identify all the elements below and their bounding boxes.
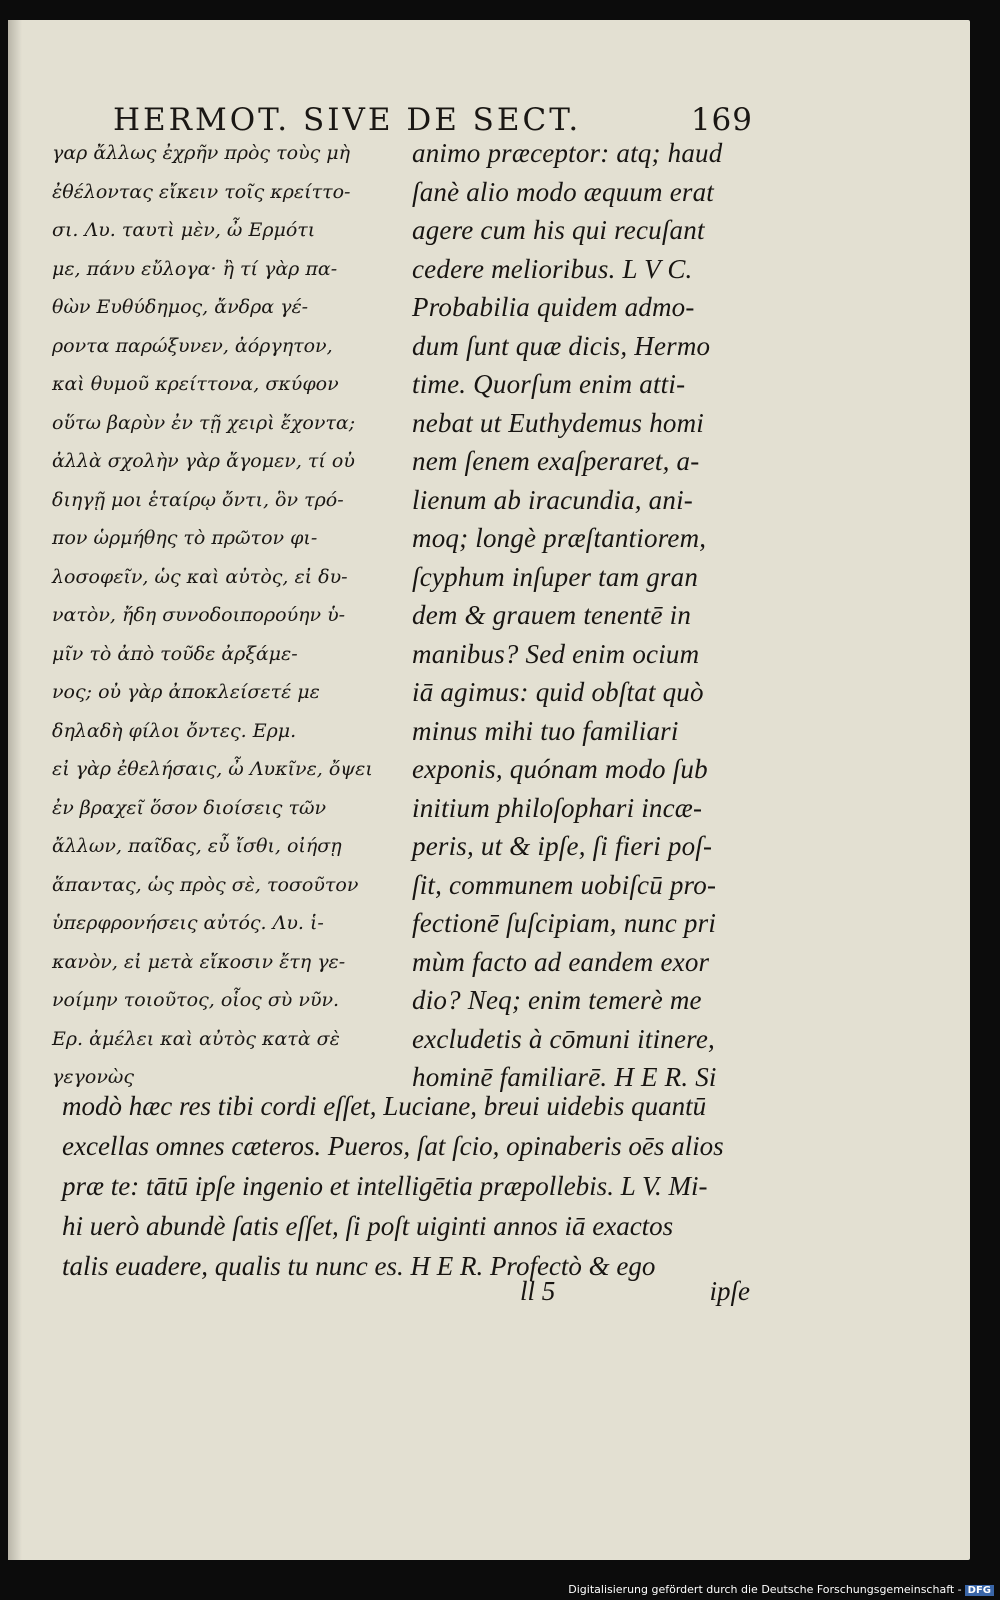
latin-text-line: initium philoſophari incæ- <box>412 792 703 823</box>
greek-text-line: δηλαδὴ φίλοι ὄντες. Ερμ. <box>52 719 297 742</box>
latin-text-line: ſcyphum inſuper tam gran <box>412 561 699 592</box>
greek-text-line: εἰ γὰρ ἐθελήσαις, ὦ Λυκῖνε, ὄψει <box>52 758 373 780</box>
latin-text-line: manibus? Sed enim ocium <box>412 638 700 669</box>
full-width-text-line: excellas omnes cæteros. Pueros, ſat ſcio, opinaberis oēs alios <box>62 1131 724 1161</box>
latin-text-line: animo præceptor: atq; haud <box>412 138 723 168</box>
latin-text-line: hominē familiarē. H E R. Si <box>412 1062 717 1092</box>
latin-text-line: dum ſunt quæ dicis, Hermo <box>412 330 711 361</box>
full-width-text-line: talis euadere, qualis tu nunc es. H E R. Profectò & ego <box>62 1251 656 1281</box>
greek-text-line: ὑπερφρονήσεις αὐτός. Λυ. ἱ- <box>52 912 324 934</box>
latin-text-line: mùm facto ad eandem exor <box>412 946 710 977</box>
catchword: ipſe <box>709 1276 750 1306</box>
greek-text-line: νος; οὐ γὰρ ἀποκλείσετέ με <box>52 681 320 703</box>
latin-text-line: moq; longè præſtantiorem, <box>412 523 707 553</box>
greek-text-line: λοσοφεῖν, ὡς καὶ αὐτὸς, εἰ δυ- <box>52 565 348 588</box>
latin-text-line: dem & grauem tenentē in <box>412 600 692 630</box>
latin-column <box>412 134 742 1097</box>
latin-text-line: iā agimus: quid obſtat quò <box>412 677 704 707</box>
greek-text-line: μῖν τὸ ἀπὸ τοῦδε ἀρξάμε- <box>52 642 298 665</box>
latin-text-line: cedere melioribus. L V C. <box>412 253 693 284</box>
latin-text-line: nebat ut Euthydemus homi <box>412 407 705 438</box>
greek-text-line: γαρ ἄλλως ἐχρῆν πρὸς τοὺς μὴ <box>52 142 351 164</box>
latin-text-line: dio? Neq; enim temerè me <box>412 985 702 1015</box>
latin-text-line: minus mihi tuo familiari <box>412 715 679 746</box>
greek-text-line: θὼν Ευθύδημος, ἄνδρα γέ- <box>52 296 309 318</box>
greek-text-line: πον ὡρμήθης τὸ πρῶτον φι- <box>52 527 318 549</box>
greek-text-line: νοίμην τοιοῦτος, οἷος σὺ νῦν. <box>52 989 340 1011</box>
latin-text-line: peris, ut & ipſe, ſi fieri poſ- <box>412 831 713 861</box>
latin-text-line: time. Quorſum enim atti- <box>412 369 686 399</box>
greek-text-line: διηγῇ μοι ἑταίρῳ ὄντι, ὃν τρό- <box>52 488 344 511</box>
latin-text-line: ſit, communem uobiſcū pro- <box>412 869 717 900</box>
full-width-text-line: hi uerò abundè ſatis eſſet, ſi poſt uiginti annos iā exactos <box>62 1211 674 1241</box>
latin-text-line: Probabilia quidem admo- <box>412 292 695 322</box>
greek-text-line: ροντα παρώξυνεν, ἀόργητον, <box>52 334 333 357</box>
full-width-text-line: præ te: tātū ipſe ingenio et intelligētia præpollebis. L V. Mi- <box>62 1171 708 1201</box>
digitization-footer <box>568 1583 994 1596</box>
full-width-text <box>62 1086 752 1286</box>
greek-text-line: ἐθέλοντας εἴκειν τοῖς κρείττο- <box>52 180 351 203</box>
greek-text-line: με, πάνυ εὔλογα· ἢ τί γὰρ πα- <box>52 257 338 280</box>
greek-text-line: νατὸν, ἤδη συνοδοιπορούην ὑ- <box>52 604 346 626</box>
page-number: 169 <box>690 102 753 138</box>
greek-text-line: Ερ. ἀμέλει καὶ αὐτὸς κατὰ σὲ <box>52 1027 340 1050</box>
full-width-text-line: modò hæc res tibi cordi eſſet, Luciane, breui uidebis quantū <box>62 1091 707 1121</box>
latin-text-line: lienum ab iracundia, ani- <box>412 484 693 515</box>
greek-text-line: οὕτω βαρὺν ἐν τῇ χειρὶ ἔχοντα; <box>52 411 356 434</box>
latin-text-line: nem ſenem exaſperaret, a- <box>412 446 700 476</box>
footer-text: Digitalisierung gefördert durch die Deutsche Forschungsgemeinschaft - <box>568 1583 962 1596</box>
running-title: HERMOT. SIVE DE SECT. <box>113 102 582 138</box>
greek-text-line: γεγονὼς <box>52 1066 135 1088</box>
greek-text-line: κανὸν, εἰ μετὰ εἴκοσιν ἔτη γε- <box>52 950 346 973</box>
greek-text-line: ἐν βραχεῖ ὅσον διοίσεις τῶν <box>52 796 327 819</box>
running-head <box>113 102 753 138</box>
dfg-logo: DFG <box>965 1585 994 1596</box>
greek-text-line: ἅπαντας, ὡς πρὸς σὲ, τοσοῦτον <box>52 873 359 896</box>
latin-text-line: excludetis à cōmuni itinere, <box>412 1023 716 1054</box>
greek-text-line: ἄλλων, παῖδας, εὖ ἴσθι, οἰήσῃ <box>52 835 342 857</box>
latin-text-line: ſanè alio modo æquum erat <box>412 176 714 207</box>
greek-column <box>52 134 382 1097</box>
greek-text-line: ἀλλὰ σχολὴν γὰρ ἄγομεν, τί οὐ <box>52 450 355 472</box>
signature-mark: ll 5 <box>520 1276 556 1306</box>
latin-text-line: fectionē ſuſcipiam, nunc pri <box>412 908 717 938</box>
latin-text-line: agere cum his qui recuſant <box>412 215 705 245</box>
greek-text-line: σι. Λυ. ταυτὶ μὲν, ὦ Ερμότι <box>52 219 316 241</box>
greek-text-line: καὶ θυμοῦ κρείττονα, σκύφον <box>52 373 339 395</box>
latin-text-line: exponis, quónam modo ſub <box>412 754 708 784</box>
